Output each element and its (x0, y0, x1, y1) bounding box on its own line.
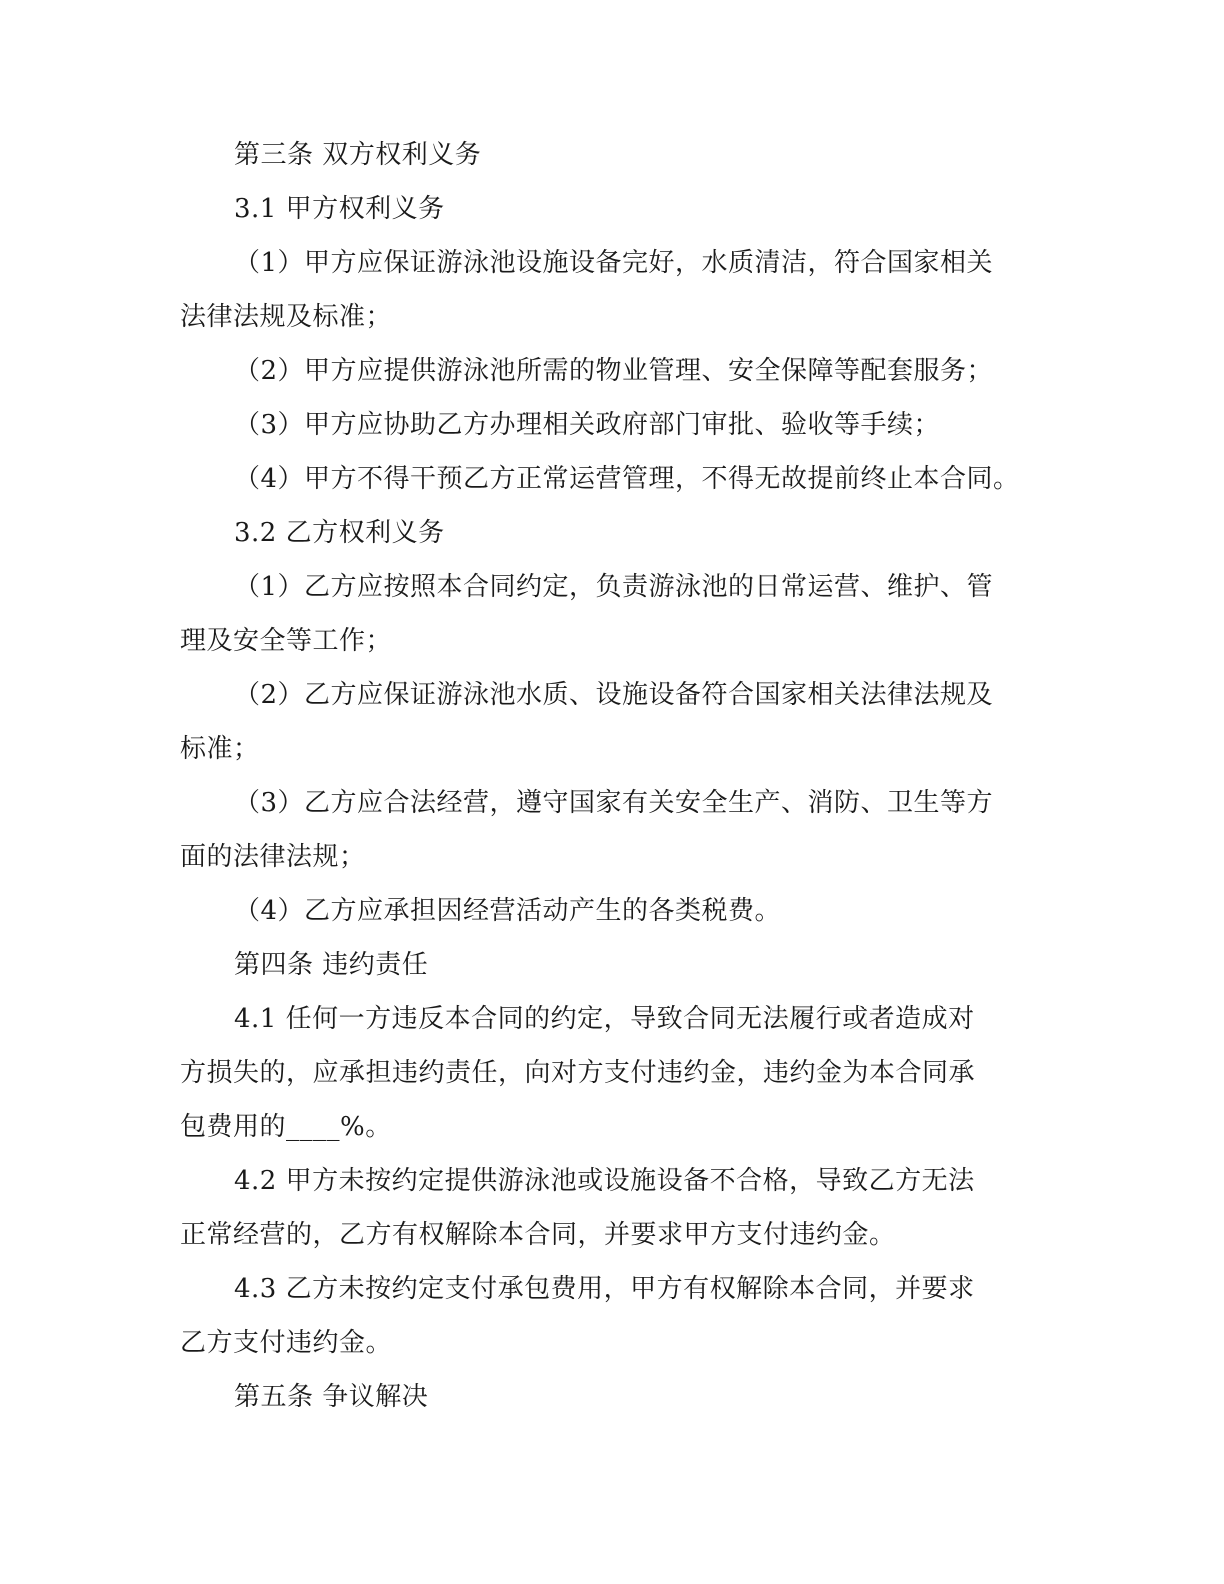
paragraph-line: （1）甲方应保证游泳池设施设备完好，水质清洁，符合国家相关 (234, 248, 994, 278)
paragraph-line: （4）甲方不得干预乙方正常运营管理，不得无故提前终止本合同。 (234, 464, 1020, 494)
paragraph-line: 理及安全等工作； (180, 626, 393, 656)
paragraph-line: （2）甲方应提供游泳池所需的物业管理、安全保障等配套服务； (234, 356, 994, 386)
article-3-heading: 第三条 双方权利义务 (234, 140, 482, 170)
paragraph-line: （3）乙方应合法经营，遵守国家有关安全生产、消防、卫生等方 (234, 788, 994, 818)
paragraph-line: 乙方支付违约金。 (180, 1328, 393, 1358)
paragraph-line: 方损失的，应承担违约责任，向对方支付违约金，违约金为本合同承 (180, 1058, 976, 1088)
article-4-heading: 第四条 违约责任 (234, 950, 429, 980)
paragraph-line: 标准； (180, 734, 260, 764)
paragraph-line: （2）乙方应保证游泳池水质、设施设备符合国家相关法律法规及 (234, 680, 994, 710)
paragraph-line: 包费用的____%。 (180, 1112, 392, 1142)
paragraph-line: （4）乙方应承担因经营活动产生的各类税费。 (234, 896, 782, 926)
section-3-1-heading: 3.1 甲方权利义务 (234, 194, 445, 224)
paragraph-line: 4.2 甲方未按约定提供游泳池或设施设备不合格，导致乙方无法 (234, 1166, 975, 1196)
paragraph-line: （3）甲方应协助乙方办理相关政府部门审批、验收等手续； (234, 410, 941, 440)
section-3-2-heading: 3.2 乙方权利义务 (234, 518, 445, 548)
paragraph-line: 4.1 任何一方违反本合同的约定，导致合同无法履行或者造成对 (234, 1004, 975, 1034)
paragraph-line: 4.3 乙方未按约定支付承包费用，甲方有权解除本合同，并要求 (234, 1274, 975, 1304)
paragraph-line: 法律法规及标准； (180, 302, 393, 332)
paragraph-line: （1）乙方应按照本合同约定，负责游泳池的日常运营、维护、管 (234, 572, 994, 602)
paragraph-line: 面的法律法规； (180, 842, 366, 872)
paragraph-line: 正常经营的，乙方有权解除本合同，并要求甲方支付违约金。 (180, 1220, 896, 1250)
article-5-heading: 第五条 争议解决 (234, 1382, 429, 1412)
